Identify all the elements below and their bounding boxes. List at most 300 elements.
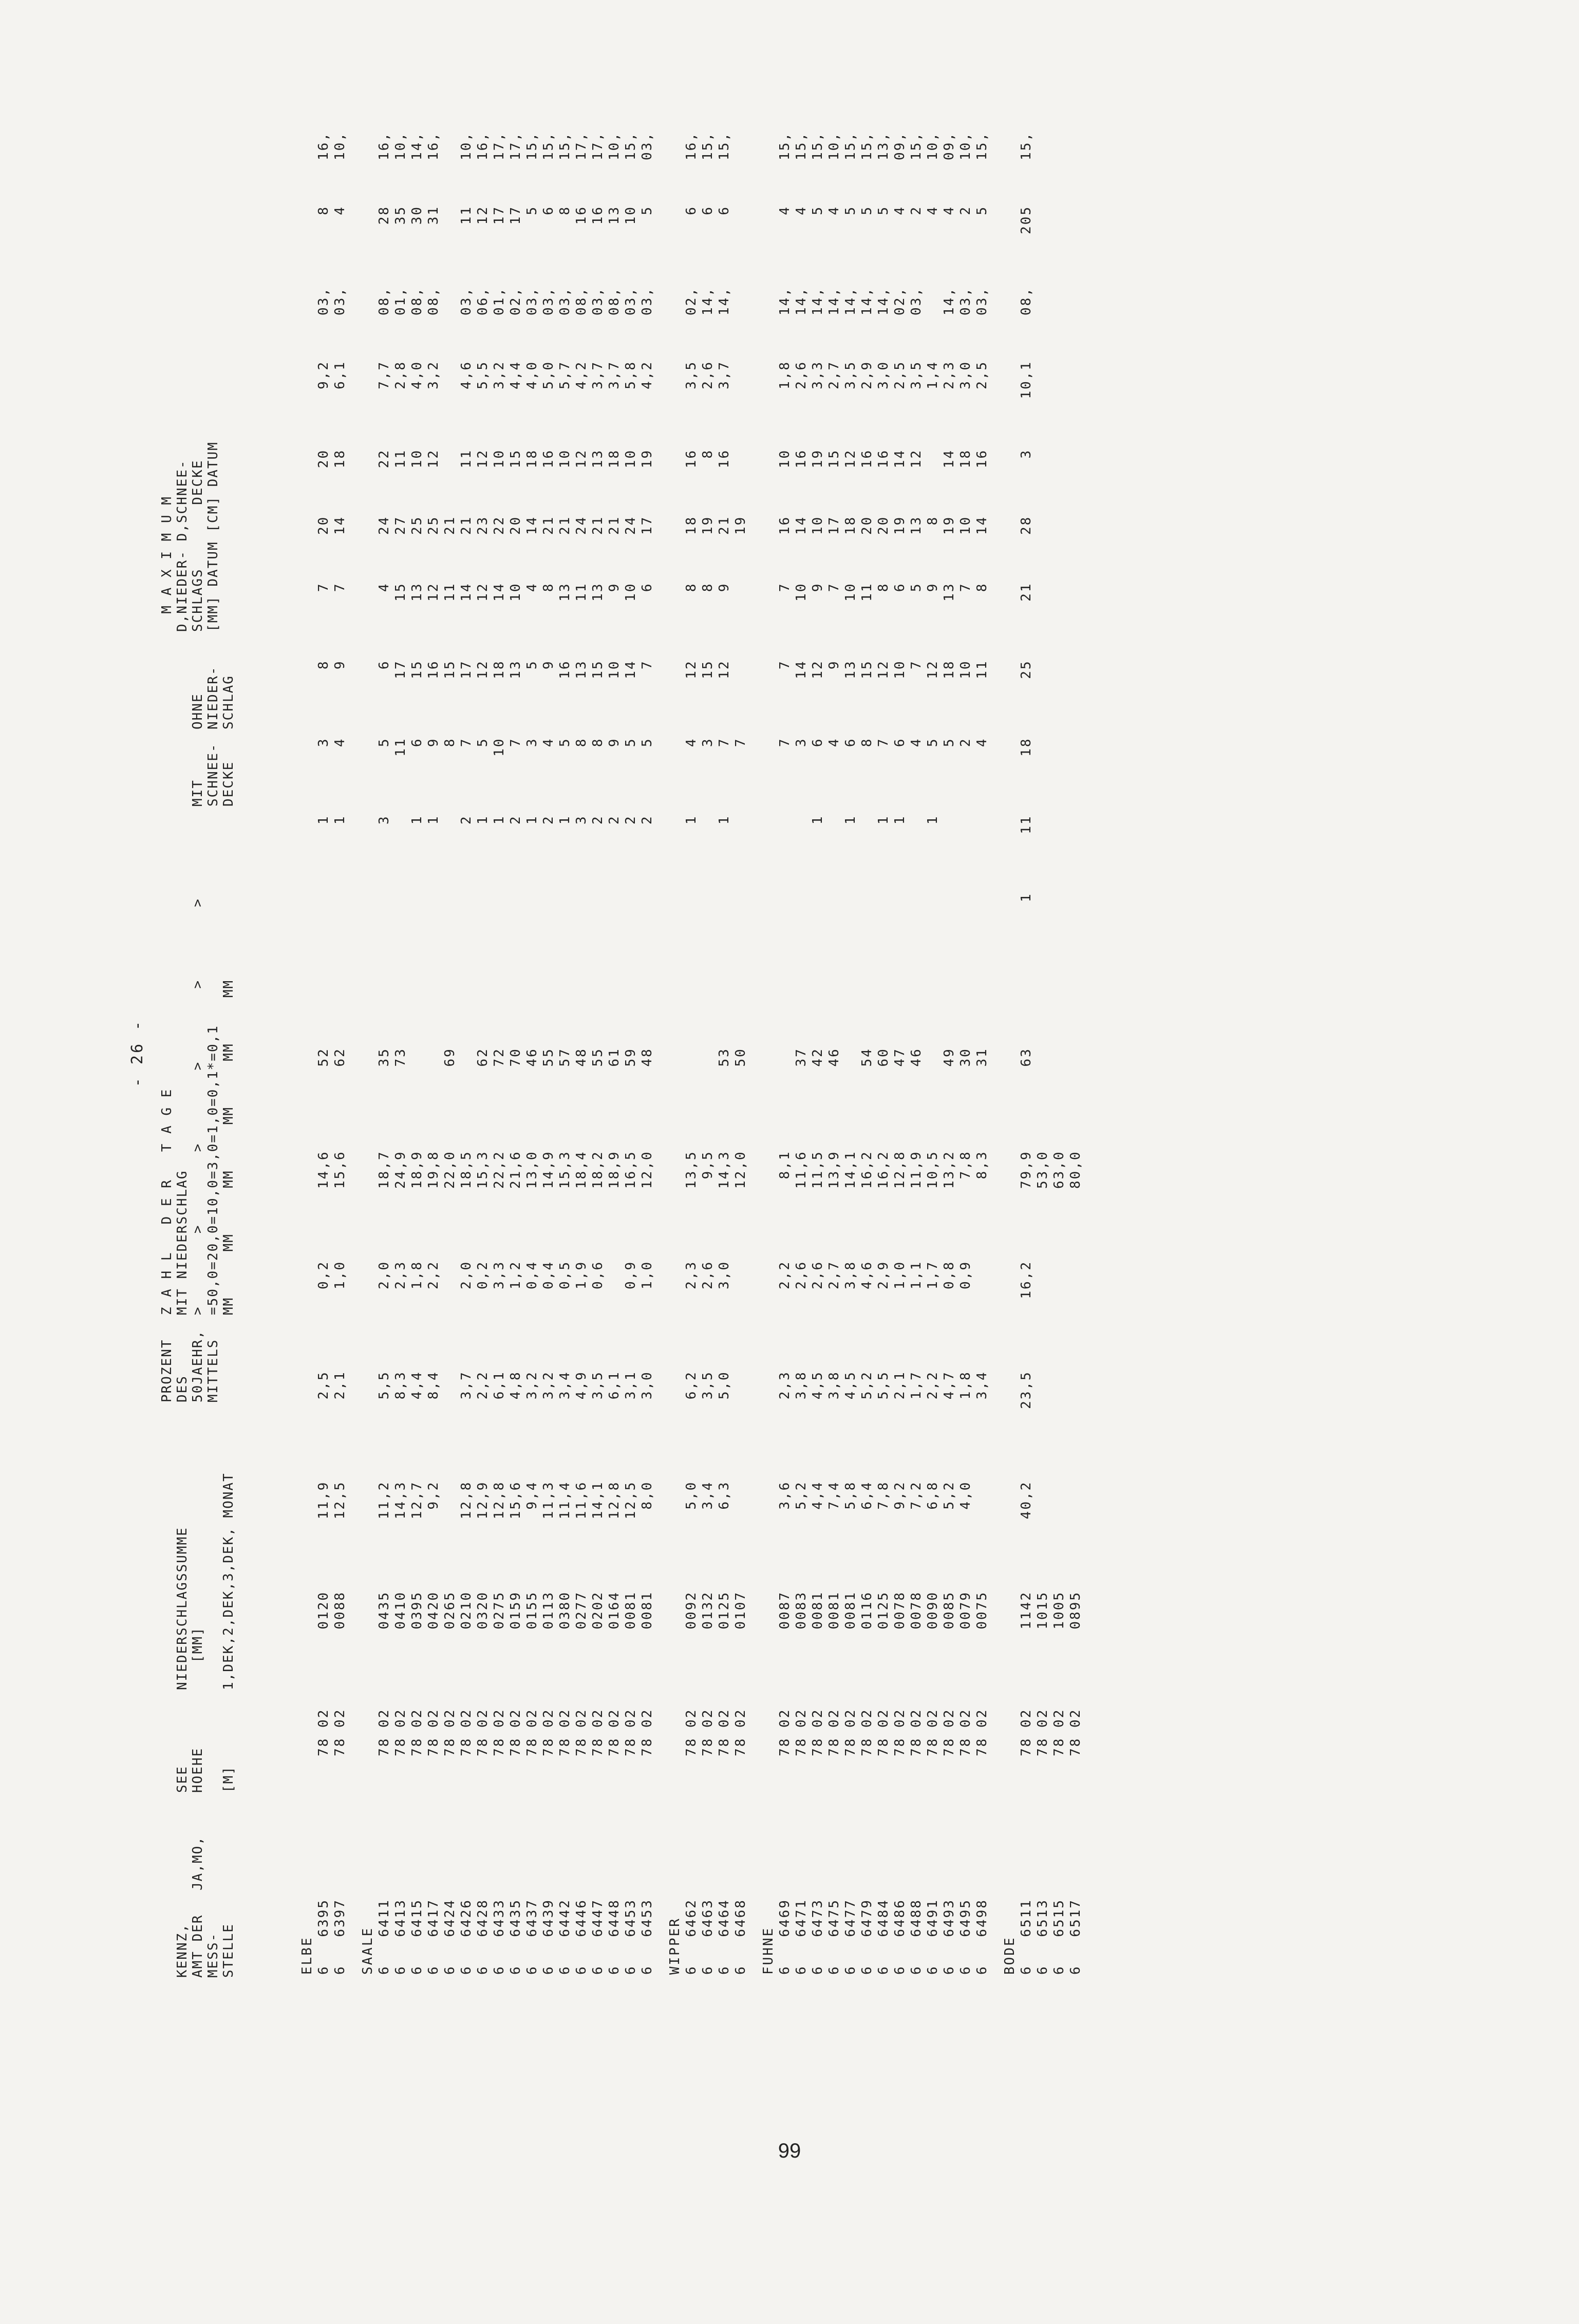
table-cell: 7 <box>777 582 793 592</box>
section-label: SAALE <box>360 1926 375 1975</box>
table-cell <box>507 967 524 1044</box>
table-cell: 6 <box>1051 1965 1067 1975</box>
table-cell: 16 <box>574 205 589 225</box>
table-cell: 5,2 <box>794 1480 809 1510</box>
table-cell <box>1051 446 1067 513</box>
table-cell: 79,9 <box>1019 1150 1034 1189</box>
table-cell <box>1035 579 1051 657</box>
table-cell: 78 02 <box>958 1708 973 1756</box>
table-cell: 52 <box>316 1047 331 1067</box>
hdr-stelle: STELLE <box>221 1923 236 1978</box>
table-cell: 4,0 <box>524 360 540 389</box>
table-cell: 3,2 <box>524 1371 540 1400</box>
table-cell: 31 <box>426 205 441 225</box>
table-cell: 2,3 <box>393 1260 408 1289</box>
table-cell <box>623 967 639 1044</box>
table-cell: 14 <box>524 515 540 535</box>
table-cell: 3,4 <box>700 1480 716 1510</box>
table-cell <box>1051 128 1067 202</box>
table-cell: 0395 <box>409 1591 425 1629</box>
table-cell: 13,0 <box>524 1150 540 1189</box>
table-cell: 1,4 <box>925 360 941 389</box>
table-cell: 6435 <box>508 1899 523 1937</box>
table-cell: 10, <box>459 132 474 160</box>
table-cell: 0078 <box>892 1591 908 1629</box>
table-cell: 15, <box>524 132 540 160</box>
table-cell: 4 <box>892 205 908 215</box>
table-cell <box>716 889 732 967</box>
table-cell: 16, <box>377 132 392 160</box>
table-cell: 6 <box>590 1965 606 1975</box>
table-cell <box>1051 513 1067 579</box>
table-cell: 0125 <box>717 1591 732 1629</box>
table-cell <box>1035 657 1051 734</box>
table-cell: 15, <box>974 132 990 160</box>
table-cell <box>1051 889 1067 967</box>
table-cell: 4,5 <box>810 1371 825 1400</box>
table-cell: 6 <box>541 1965 556 1975</box>
table-cell: 6,1 <box>492 1371 507 1400</box>
table-cell: 08, <box>1019 287 1034 316</box>
table-cell: 28 <box>377 205 392 225</box>
table-cell: 8 <box>557 205 573 215</box>
table-cell: 7,2 <box>909 1480 924 1510</box>
table-cell <box>732 446 749 513</box>
table-cell: 19 <box>640 449 655 468</box>
table-cell <box>458 1044 475 1147</box>
table-cell: 17, <box>492 132 507 160</box>
table-cell <box>475 889 491 967</box>
header-mit-schneedecke <box>190 743 236 807</box>
table-cell: 03, <box>590 287 606 316</box>
table-cell: 6 <box>377 660 392 670</box>
table-cell: 9,5 <box>700 1150 716 1179</box>
table-cell <box>557 967 573 1044</box>
table-cell: 21 <box>607 515 622 535</box>
table-cell: 3,5 <box>909 360 924 389</box>
table-cell: 0210 <box>459 1591 474 1629</box>
table-cell: 0116 <box>859 1591 875 1629</box>
table-cell: 2 <box>459 815 474 825</box>
table-cell: 15 <box>700 660 716 679</box>
table-cell: 6 <box>974 1965 990 1975</box>
table-cell: 3,3 <box>492 1260 507 1289</box>
table-cell: 10,1 <box>1019 360 1034 399</box>
table-row <box>606 128 623 1978</box>
table-cell <box>1067 284 1084 358</box>
table-cell: 6446 <box>574 1899 589 1937</box>
table-cell <box>777 812 793 889</box>
table-row <box>573 128 590 1978</box>
table-cell: 10 <box>623 582 638 602</box>
table-cell: 8 <box>442 737 458 747</box>
table-cell: 16 <box>777 515 793 535</box>
table-cell: 6 <box>377 1965 392 1975</box>
table-cell: 14 <box>492 582 507 602</box>
table-cell: 6475 <box>826 1899 842 1937</box>
table-cell: 6428 <box>475 1899 491 1937</box>
table-cell: 08, <box>574 287 589 316</box>
table-cell: 78 02 <box>524 1708 540 1756</box>
table-cell: 0075 <box>974 1591 990 1629</box>
table-cell: 5 <box>377 737 392 747</box>
table-cell: 5,8 <box>843 1480 858 1510</box>
table-cell: 16 <box>717 449 732 468</box>
table-cell <box>392 812 409 889</box>
table-cell <box>590 889 606 967</box>
table-cell: 6 <box>508 1965 523 1975</box>
table-cell: 6 <box>332 1965 348 1975</box>
table-cell <box>683 889 700 967</box>
table-cell: 4 <box>909 737 924 747</box>
table-cell: 6 <box>393 1965 408 1975</box>
table-cell: 2,6 <box>700 360 716 389</box>
table-cell: 0,5 <box>557 1260 573 1289</box>
table-cell: 14,1 <box>843 1150 858 1189</box>
table-row <box>716 128 732 1978</box>
table-cell: 10 <box>508 582 523 602</box>
table-cell <box>793 812 810 889</box>
table-cell: 16, <box>316 132 331 160</box>
table-cell: 14 <box>974 515 990 535</box>
table-cell: 6 <box>426 1965 441 1975</box>
table-cell: 18,4 <box>574 1150 589 1189</box>
table-cell <box>606 889 623 967</box>
table-cell: 0164 <box>607 1591 622 1629</box>
table-cell: 4 <box>826 737 842 747</box>
table-cell: 7 <box>826 582 842 592</box>
table-cell: 18,9 <box>607 1150 622 1189</box>
table-cell: 14, <box>942 287 957 316</box>
table-cell <box>732 358 749 446</box>
table-cell: 0,4 <box>524 1260 540 1289</box>
table-cell: 03, <box>332 287 348 316</box>
table-cell <box>1067 1478 1084 1588</box>
table-cell: 10, <box>332 132 348 160</box>
table-cell: 46 <box>909 1047 924 1067</box>
hdr-ohne: OHNE <box>190 693 205 729</box>
hdr-ns-unit: [MM] <box>190 1626 205 1663</box>
table-cell: 13 <box>574 660 589 679</box>
table-row <box>732 128 749 1978</box>
table-cell: 10 <box>492 449 507 468</box>
table-cell: 7 <box>459 737 474 747</box>
table-cell: 2,6 <box>810 1260 825 1289</box>
table-cell: 0277 <box>574 1591 589 1629</box>
table-cell: 9 <box>810 582 825 592</box>
table-cell: 6411 <box>377 1899 392 1937</box>
table-cell: 9 <box>607 582 622 592</box>
table-cell <box>409 967 425 1044</box>
table-cell: 42 <box>810 1047 825 1067</box>
table-cell: 10 <box>557 449 573 468</box>
table-cell: 7 <box>508 737 523 747</box>
hdr-zahl-title: Z A H L D E R T A G E <box>159 1088 175 1315</box>
table-cell: 12 <box>684 660 699 679</box>
table-cell <box>1051 1478 1067 1588</box>
table-cell: 19 <box>942 515 957 535</box>
table-cell: 7 <box>332 582 348 592</box>
table-cell <box>392 967 409 1044</box>
table-cell: 2,2 <box>777 1260 793 1289</box>
table-cell <box>1067 358 1084 446</box>
table-cell: 35 <box>393 205 408 225</box>
table-cell: 18 <box>492 660 507 679</box>
table-cell <box>957 812 974 889</box>
table-cell <box>732 579 749 657</box>
table-cell <box>716 967 732 1044</box>
table-cell: 0,2 <box>475 1260 491 1289</box>
table-cell: 15,6 <box>332 1150 348 1189</box>
table-cell: 24 <box>623 515 638 535</box>
table-cell: 1 <box>426 815 441 825</box>
table-cell: 03, <box>524 287 540 316</box>
table-cell: 3 <box>574 815 589 825</box>
table-row <box>524 128 540 1978</box>
table-cell: 03, <box>909 287 924 316</box>
table-row <box>590 128 606 1978</box>
table-cell: 14,1 <box>590 1480 606 1520</box>
table-cell: 12,8 <box>492 1480 507 1520</box>
table-cell: 01, <box>492 287 507 316</box>
table-cell: 46 <box>826 1047 842 1067</box>
table-cell: 12 <box>475 660 491 679</box>
table-cell: 5 <box>974 205 990 215</box>
table-cell: 13,9 <box>826 1150 842 1189</box>
table-cell <box>1067 657 1084 734</box>
table-cell: 0085 <box>942 1591 957 1629</box>
table-cell <box>875 889 892 967</box>
table-cell: 5,2 <box>942 1480 957 1510</box>
table-cell: 6 <box>442 1965 458 1975</box>
table-cell: 12 <box>843 449 858 468</box>
table-cell: 2,6 <box>700 1260 716 1289</box>
table-cell: 15, <box>1019 132 1034 160</box>
table-cell: 0081 <box>843 1591 858 1629</box>
table-cell: 4 <box>942 205 957 215</box>
table-cell <box>507 889 524 967</box>
table-cell: 3,0 <box>640 1371 655 1400</box>
table-cell: 18 <box>843 515 858 535</box>
table-cell: 2,2 <box>475 1371 491 1400</box>
table-cell: 6 <box>826 1965 842 1975</box>
table-cell <box>810 967 826 1044</box>
table-cell: 6 <box>925 1965 941 1975</box>
table-cell: 11,2 <box>377 1480 392 1520</box>
table-cell: 12 <box>717 660 732 679</box>
table-cell: 3,8 <box>794 1371 809 1400</box>
table-cell: 2 <box>590 815 606 825</box>
table-cell: 6 <box>607 1965 622 1975</box>
table-cell: 1,8 <box>409 1260 425 1289</box>
table-row <box>700 128 716 1978</box>
table-cell: 4,2 <box>640 360 655 389</box>
table-row <box>1035 128 1051 1978</box>
table-cell: 16 <box>684 449 699 468</box>
table-cell: 0081 <box>810 1591 825 1629</box>
table-cell: 9 <box>826 660 842 670</box>
table-cell: 2,2 <box>925 1371 941 1400</box>
table-cell: 55 <box>590 1047 606 1067</box>
table-cell <box>425 1044 442 1147</box>
table-cell: 02, <box>892 287 908 316</box>
table-row <box>507 128 524 1978</box>
table-cell <box>957 889 974 967</box>
table-cell: 11 <box>459 449 474 468</box>
table-cell <box>557 889 573 967</box>
table-cell: 3,7 <box>459 1371 474 1400</box>
hdr-amt-der: AMT DER <box>190 1914 205 1978</box>
table-cell: 6517 <box>1068 1899 1083 1937</box>
table-cell: 73 <box>393 1047 408 1067</box>
table-cell: 78 02 <box>409 1708 425 1756</box>
table-cell: 6433 <box>492 1899 507 1937</box>
table-row <box>892 128 908 1978</box>
table-cell: 6,1 <box>332 360 348 389</box>
table-cell: 31 <box>974 1047 990 1067</box>
table-cell: 5,5 <box>475 360 491 389</box>
table-cell: 06, <box>475 287 491 316</box>
table-cell <box>700 967 716 1044</box>
table-cell: 48 <box>640 1047 655 1067</box>
table-cell <box>777 967 793 1044</box>
table-cell: 78 02 <box>717 1708 732 1756</box>
table-row <box>491 128 507 1978</box>
table-cell: 7 <box>733 737 748 747</box>
table-cell: 13 <box>942 582 957 602</box>
table-cell: 6498 <box>974 1899 990 1937</box>
table-cell: 02, <box>684 287 699 316</box>
table-cell: 21 <box>459 515 474 535</box>
table-cell: 6,2 <box>684 1371 699 1400</box>
table-cell: 18 <box>332 449 348 468</box>
table-cell: 18,9 <box>409 1150 425 1189</box>
table-cell: 1 <box>332 815 348 825</box>
table-cell: 2,6 <box>794 360 809 389</box>
table-row <box>623 128 639 1978</box>
hdr-mit: MIT <box>190 779 205 807</box>
table-cell: 5,0 <box>541 360 556 389</box>
table-cell <box>442 1258 458 1367</box>
table-cell: 12 <box>426 449 441 468</box>
table-cell: 5 <box>859 205 875 215</box>
table-cell <box>908 889 925 967</box>
table-cell: 6 <box>700 1965 716 1975</box>
table-cell <box>842 1044 859 1147</box>
table-cell: 19 <box>892 515 908 535</box>
table-cell: 1 <box>843 815 858 825</box>
table-cell: 10 <box>810 515 825 535</box>
table-cell: 4 <box>377 582 392 592</box>
table-cell: 14, <box>409 132 425 160</box>
table-cell <box>892 889 908 967</box>
table-cell: 9 <box>541 660 556 670</box>
hdr-decke: DECKE <box>221 761 236 807</box>
section-label: WIPPER <box>667 1917 683 1975</box>
table-cell: 20 <box>876 515 891 535</box>
table-cell: 11,4 <box>557 1480 573 1520</box>
table-cell: 3,7 <box>607 360 622 389</box>
table-cell: 6515 <box>1051 1899 1067 1937</box>
table-cell: 16 <box>426 660 441 679</box>
table-cell: 23,5 <box>1019 1371 1034 1409</box>
table-cell: 5,5 <box>377 1371 392 1400</box>
table-cell: 21 <box>717 515 732 535</box>
table-cell: 8 <box>574 737 589 747</box>
table-cell: 0088 <box>332 1591 348 1629</box>
table-cell: 2,5 <box>974 360 990 389</box>
table-cell: 19 <box>810 449 825 468</box>
table-cell: 49 <box>942 1047 957 1067</box>
table-cell <box>1067 579 1084 657</box>
table-cell: 63 <box>1019 1047 1034 1067</box>
table-cell: 5 <box>640 737 655 747</box>
table-cell: 69 <box>442 1047 458 1067</box>
table-cell: 7,8 <box>876 1480 891 1510</box>
table-cell: 11,9 <box>909 1150 924 1189</box>
table-cell: 7,4 <box>826 1480 842 1510</box>
table-row <box>392 128 409 1978</box>
table-cell <box>826 812 842 889</box>
hdr-nieder-schlag: NIEDER- <box>205 666 221 729</box>
table-cell: 6439 <box>541 1899 556 1937</box>
table-cell <box>1051 967 1067 1044</box>
table-row <box>639 128 655 1978</box>
table-cell: 1 <box>492 815 507 825</box>
table-cell: 6 <box>843 737 858 747</box>
table-cell: 6 <box>733 1965 748 1975</box>
table-cell: 4,6 <box>859 1260 875 1289</box>
table-cell: 12 <box>810 660 825 679</box>
table-cell <box>623 889 639 967</box>
table-cell: 6424 <box>442 1899 458 1937</box>
table-row <box>475 128 491 1978</box>
table-cell <box>540 967 557 1044</box>
table-cell: 3,7 <box>717 360 732 389</box>
table-row <box>925 128 941 1978</box>
table-cell: 2,5 <box>892 360 908 389</box>
table-cell: 7,8 <box>958 1150 973 1179</box>
table-cell: 5,7 <box>557 360 573 389</box>
table-cell: 12 <box>426 582 441 602</box>
table-cell: 13 <box>557 582 573 602</box>
table-cell <box>475 967 491 1044</box>
table-cell: 5 <box>942 737 957 747</box>
table-row <box>425 128 442 1978</box>
table-cell: 1005 <box>1051 1591 1067 1629</box>
table-cell: 46 <box>524 1047 540 1067</box>
table-cell: 1 <box>684 815 699 825</box>
table-cell: 1 <box>557 815 573 825</box>
table-cell: 78 02 <box>974 1708 990 1756</box>
table-cell: 6 <box>640 582 655 592</box>
table-cell: 6513 <box>1035 1899 1050 1937</box>
table-cell: 55 <box>541 1047 556 1067</box>
table-cell <box>540 889 557 967</box>
table-cell: 14, <box>700 287 716 316</box>
table-cell: 03, <box>316 287 331 316</box>
table-cell <box>458 967 475 1044</box>
table-cell: 2,3 <box>777 1371 793 1400</box>
table-cell: 21 <box>442 515 458 535</box>
table-cell: 6395 <box>316 1899 331 1937</box>
table-cell <box>1051 734 1067 812</box>
table-cell: 7 <box>909 660 924 670</box>
table-cell <box>442 1478 458 1588</box>
table-cell: 09, <box>892 132 908 160</box>
table-cell: 4 <box>524 582 540 592</box>
table-cell: 5 <box>557 737 573 747</box>
